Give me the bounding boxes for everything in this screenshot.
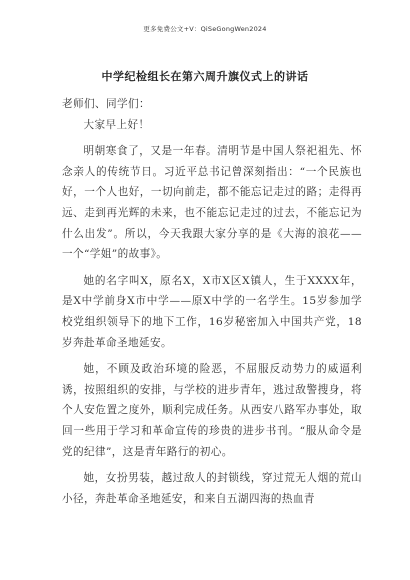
- paragraph-3: 她，不顾及政治环境的险恶，不屈服反动势力的威逼利诱，按照组织的安排，与学校的进步青年，逃过敌警搜身，将个人安危置之度外，顺利完成任务。从西安八路军办事处，取回一些用于学习和革命宣传的珍贵的进步书刊。“服从命令是党的纪律”，这是青年路行的初心。: [62, 363, 362, 458]
- document-body: [62, 94, 362, 509]
- document-title: 中学纪检组长在第六周升旗仪式上的讲话: [101, 70, 309, 83]
- paragraph-2: 她的名字叫X，原名X，X市X区X镇人，生于XXXX年，是X中学前身X市中学——原X中学的一名学生。15岁参加学校党组织领导下的地下工作，16岁秘密加入中国共产党，18岁奔赴革命圣地延安。: [62, 274, 362, 349]
- salutation: 老师们、同学们：: [62, 98, 150, 110]
- greeting: 大家早上好！: [83, 118, 150, 131]
- paragraph-1: 明朝寒食了，又是一年春。清明节是中国人祭祀祖先、怀念亲人的传统节日。习近平总书记曾深刻指出：“一个民族也好，一个人也好，一切向前走，都不能忘记走过的路；走得再远、走到再光辉的未来，也不能忘记走过的过去，不能忘记为什么出发”。所以，今天我跟大家分享的是《大海的浪花——一个“学姐”的故事》。: [62, 145, 362, 261]
- paragraph-4: 她，女扮男装，越过敌人的封锁线，穿过荒无人烟的荒山小径，奔赴革命圣地延安，和来自五湖四海的热血青: [62, 472, 362, 505]
- header-note: 更多免费公文+V：QiSeGongWen2024: [143, 25, 267, 33]
